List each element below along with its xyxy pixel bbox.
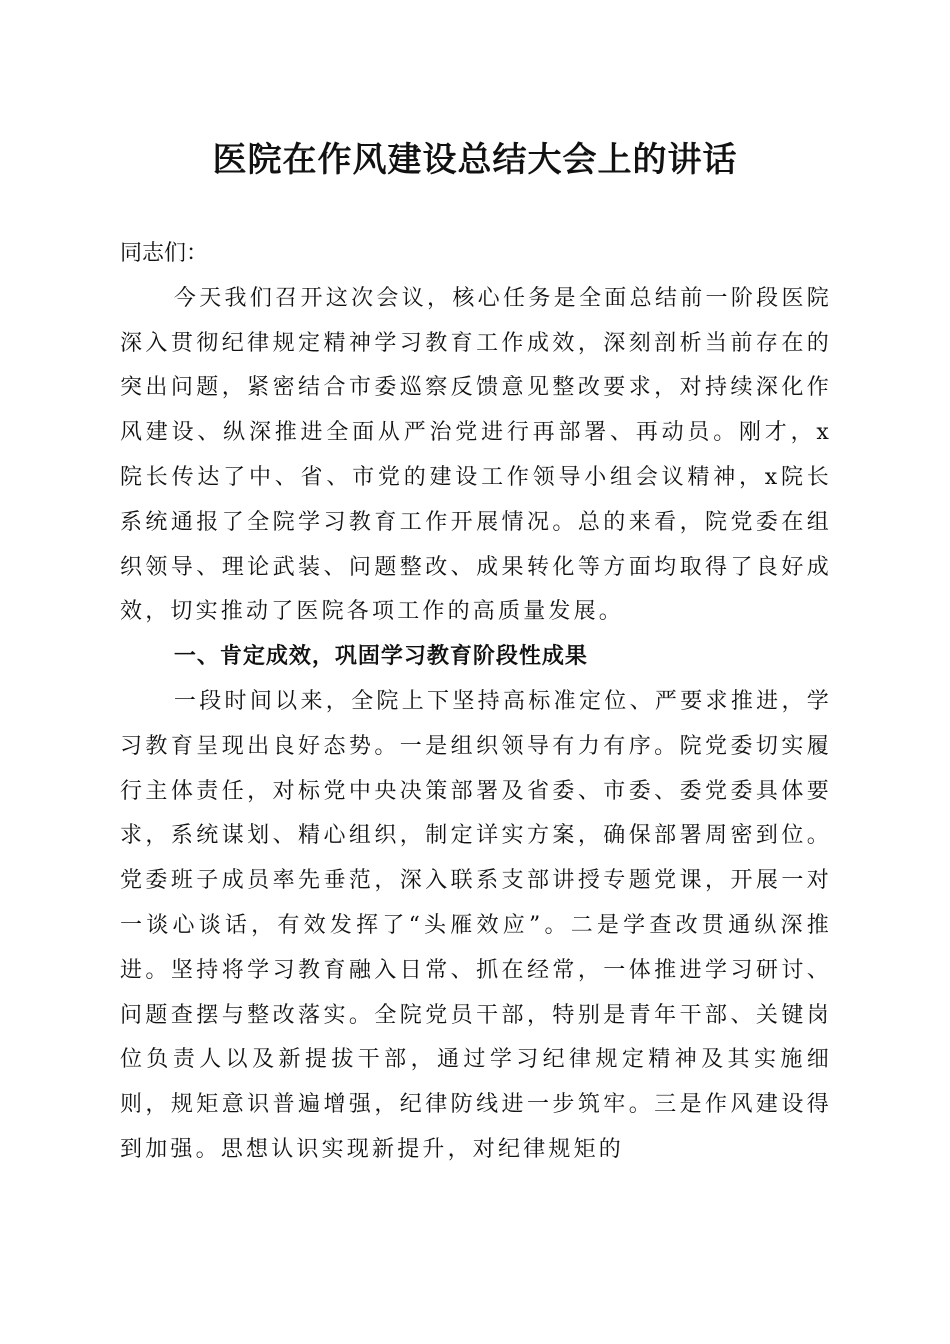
greeting: 同志们： [120,241,209,266]
paragraph-opening: 今天我们召开这次会议，核心任务是全面总结前一阶段医院深入贯彻纪律规定精神学习教育工作成效，深刻剖析当前存在的突出问题，紧密结合市委巡察反馈意见整改要求，对持续深化作风建设、纵深推进全面从严治党进行再部署、再动员。刚才，x院长传达了中、省、市党的建设工作领导小组会议精神，x院长系统通报了全院学习教育工作开展情况。总的来看，院党委在组织领导、理论武装、问题整改、成果转化等方面均取得了良好成效，切实推动了医院各项工作的高质量发展。 [120,285,832,625]
section-heading-1: 一、肯定成效，巩固学习教育阶段性成果 [173,644,588,670]
paragraph-achievements: 一段时间以来，全院上下坚持高标准定位、严要求推进，学习教育呈现出良好态势。一是组织领导有力有序。院党委切实履行主体责任，对标党中央决策部署及省委、市委、委党委具体要求，系统谋划、精心组织，制定详实方案，确保部署周密到位。党委班子成员率先垂范，深入联系支部讲授专题党课，开展一对一谈心谈话，有效发挥了“头雁效应”。二是学查改贯通纵深推进。坚持将学习教育融入日常、抓在经常，一体推进学习研讨、问题查摆与整改落实。全院党员干部，特别是青年干部、关键岗位负责人以及新提拔干部，通过学习纪律规定精神及其实施细则，规矩意识普遍增强，纪律防线进一步筑牢。三是作风建设得到加强。思想认识实现新提升，对纪律规矩的 [120,688,832,1162]
document-body [120,232,832,1173]
document-title: 医院在作风建设总结大会上的讲话 [212,140,738,180]
